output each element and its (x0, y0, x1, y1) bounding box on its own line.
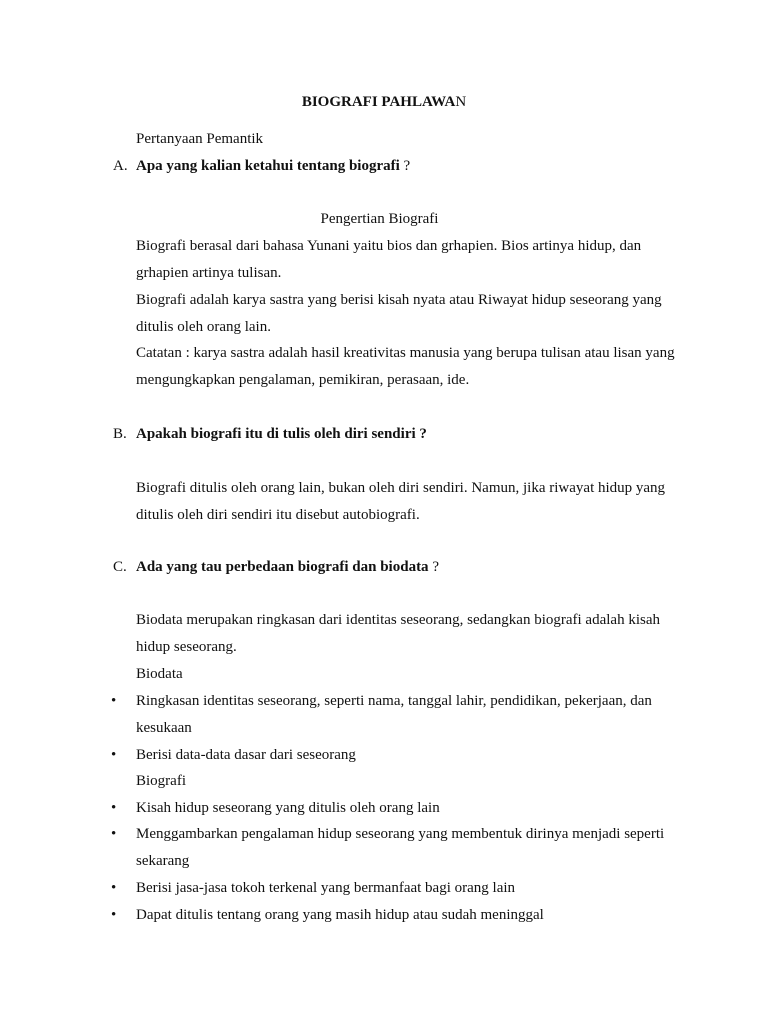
section-c-marker: C. (113, 559, 127, 575)
list-item-continuation: kesukaan (136, 720, 192, 736)
paragraph-line: hidup seseorang. (136, 639, 237, 655)
section-a-question (136, 155, 688, 177)
paragraph-line: ditulis oleh diri sendiri itu disebut autobiografi. (136, 507, 420, 523)
biodata-label: Biodata (136, 666, 183, 682)
paragraph-line: Biografi adalah karya sastra yang berisi kisah nyata atau Riwayat hidup seseorang yang (136, 292, 662, 308)
section-a-question-text: Apa yang kalian ketahui tentang biografi (136, 158, 400, 174)
list-item: Ringkasan identitas seseorang, seperti nama, tanggal lahir, pendidikan, pekerjaan, dan (136, 693, 652, 709)
paragraph-line: Catatan : karya sastra adalah hasil kreativitas manusia yang berupa tulisan atau lisan yang (136, 345, 675, 361)
paragraph-line: Biografi ditulis oleh orang lain, bukan oleh diri sendiri. Namun, jika riwayat hidup yang (136, 480, 666, 496)
list-item-continuation: sekarang (136, 853, 190, 869)
paragraph-line: mengungkapkan pengalaman, pemikiran, perasaan, ide. (136, 372, 470, 388)
section-b-question (136, 423, 688, 445)
list-item: Berisi jasa-jasa tokoh terkenal yang bermanfaat bagi orang lain (136, 880, 516, 896)
list-item: Menggambarkan pengalaman hidup seseorang yang membentuk dirinya menjadi seperti (136, 826, 665, 842)
section-b-question-text: Apakah biografi itu di tulis oleh diri sendiri ? (136, 426, 427, 442)
list-item: Berisi data-data dasar dari seseorang (136, 747, 356, 763)
section-c-question-tail: ? (428, 559, 439, 575)
document-title (0, 91, 768, 113)
paragraph-line: ditulis oleh orang lain. (136, 319, 271, 335)
intro-text: Pertanyaan Pemantik (136, 131, 264, 147)
section-a-question-tail: ? (399, 158, 411, 174)
paragraph-line: grhapien artinya tulisan. (136, 265, 282, 281)
bullet-icon: • (111, 907, 117, 923)
bullet-icon: • (111, 800, 117, 816)
section-a-marker: A. (113, 158, 128, 174)
section-c-question (136, 556, 688, 578)
title-main: BIOGRAFI PAHLAWA (301, 94, 456, 110)
biografi-label: Biografi (136, 773, 186, 789)
bullet-icon: • (111, 747, 117, 763)
list-item: Kisah hidup seseorang yang ditulis oleh orang lain (136, 800, 440, 816)
section-b-marker: B. (113, 426, 127, 442)
bullet-icon: • (111, 693, 117, 709)
bullet-icon: • (111, 826, 117, 842)
section-a-subheading: Pengertian Biografi (320, 211, 439, 227)
list-item: Dapat ditulis tentang orang yang masih hidup atau sudah meninggal (136, 907, 544, 923)
paragraph-line: Biodata merupakan ringkasan dari identitas seseorang, sedangkan biografi adalah kisah (136, 612, 660, 628)
bullet-icon: • (111, 880, 117, 896)
section-c-question-text: Ada yang tau perbedaan biografi dan biodata (136, 559, 429, 575)
paragraph-line: Biografi berasal dari bahasa Yunani yaitu bios dan grhapien. Bios artinya hidup, dan (136, 238, 642, 254)
title-tail: N (455, 94, 467, 110)
